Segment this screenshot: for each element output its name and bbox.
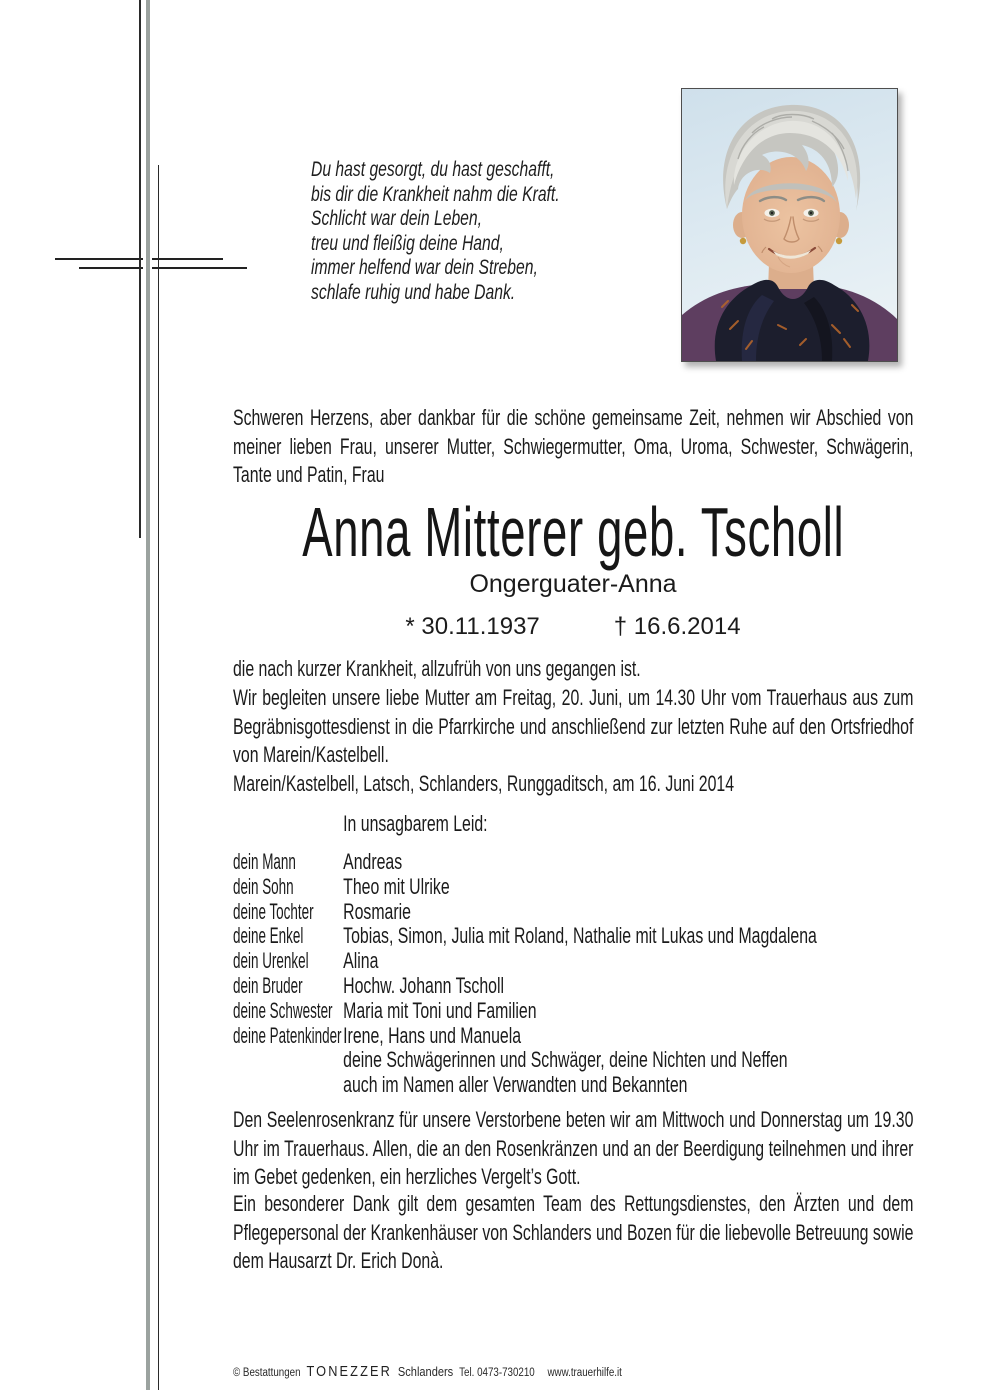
cross-vertical-black-right bbox=[158, 165, 160, 1390]
family-relation: deine Patenkinder bbox=[233, 1022, 342, 1048]
poem-line: Schlicht war dein Leben, bbox=[311, 206, 483, 231]
poem-line: schlafe ruhig und habe Dank. bbox=[311, 279, 516, 304]
family-row bbox=[233, 972, 913, 997]
family-row bbox=[233, 947, 913, 972]
family-names: Alina bbox=[343, 948, 379, 974]
rosary-paragraph: Den Seelenrosenkranz für unsere Verstorbene beten wir am Mittwoch und Donnerstag um 19.30 Uhr im Trauerhaus. Allen, die an den Rosenkränzen und an der Beerdigung teilnehmen und ihrer im Gebet gedenken, ein herzliches Vergelt’s Gott. bbox=[233, 1107, 914, 1189]
undertaker-footer bbox=[233, 1363, 622, 1380]
family-relation: dein Sohn bbox=[233, 873, 294, 899]
thanks-paragraph: Ein besonderer Dank gilt dem gesamten Team des Rettungsdienstes, den Ärzten und dem Pflegepersonal der Krankenhäuser von Schlanders und Bozen für die liebevolle Betreuung sowie dem Hausarzt Dr. Erich Donà. bbox=[233, 1191, 914, 1273]
footer-brand: TONEZZER bbox=[306, 1363, 392, 1380]
cross-vertical-gray-line bbox=[146, 0, 150, 1390]
family-relation: deine Enkel bbox=[233, 923, 304, 949]
portrait-illustration bbox=[682, 89, 897, 361]
cross-vertical-black-left bbox=[139, 0, 141, 538]
family-relation: deine Schwester bbox=[233, 997, 333, 1023]
footer-copyright: © Bestattungen bbox=[233, 1367, 301, 1379]
footer-phone: Tel. 0473-730210 bbox=[459, 1367, 535, 1379]
life-dates bbox=[233, 612, 913, 642]
family-extra-row bbox=[233, 1071, 913, 1096]
family-row bbox=[233, 1022, 913, 1047]
birth-date: * 30.11.1937 bbox=[405, 613, 540, 640]
footer-city: Schlanders bbox=[397, 1364, 454, 1379]
family-names: Rosmarie bbox=[343, 898, 411, 924]
cross-horizontal-lower bbox=[79, 267, 247, 269]
family-extra-line: deine Schwägerinnen und Schwäger, deine Nichten und Neffen bbox=[343, 1047, 788, 1073]
family-row bbox=[233, 898, 913, 923]
deceased-name: Anna Mitterer geb. Tscholl bbox=[302, 493, 845, 571]
death-date: † 16.6.2014 bbox=[613, 613, 741, 640]
family-list bbox=[233, 848, 913, 1096]
family-row bbox=[233, 848, 913, 873]
family-relation: dein Urenkel bbox=[233, 948, 309, 974]
family-relation: deine Tochter bbox=[233, 898, 314, 924]
poem-line: Du hast gesorgt, du hast geschafft, bbox=[311, 157, 555, 181]
family-names: Maria mit Toni und Familien bbox=[343, 997, 537, 1023]
portrait-photo bbox=[681, 88, 898, 362]
family-relation: dein Mann bbox=[233, 849, 296, 874]
family-names: Hochw. Johann Tscholl bbox=[343, 972, 505, 998]
family-relation: dein Bruder bbox=[233, 972, 303, 998]
family-row bbox=[233, 922, 913, 947]
footer-website: www.trauerhilfe.it bbox=[547, 1367, 622, 1379]
family-extra-line: auch im Namen aller Verwandten und Bekannten bbox=[343, 1072, 688, 1098]
family-row bbox=[233, 997, 913, 1022]
mourning-header: In unsagbarem Leid: bbox=[343, 811, 488, 836]
passing-line: die nach kurzer Krankheit, allzufrüh von uns gegangen ist. bbox=[233, 656, 641, 681]
family-names: Theo mit Ulrike bbox=[343, 873, 450, 899]
intro-paragraph: Schweren Herzens, aber dankbar für die schöne gemeinsame Zeit, nehmen wir Abschied von meiner lieben Frau, unserer Mutter, Schwiegermutter, Oma, Uroma, Schwester, Schwägerin, Tante und Patin, Frau bbox=[233, 405, 914, 487]
poem-line: immer helfend war dein Streben, bbox=[311, 255, 538, 280]
family-extra-row bbox=[233, 1046, 913, 1071]
family-names: Irene, Hans und Manuela bbox=[343, 1022, 522, 1048]
memorial-poem bbox=[311, 157, 647, 305]
family-names: Tobias, Simon, Julia mit Roland, Nathalie mit Lukas und Magdalena bbox=[343, 923, 817, 949]
poem-line: bis dir die Krankheit nahm die Kraft. bbox=[311, 181, 560, 206]
family-row bbox=[233, 873, 913, 898]
places-date-line: Marein/Kastelbell, Latsch, Schlanders, Runggaditsch, am 16. Juni 2014 bbox=[233, 771, 735, 796]
deceased-nickname: Ongerguater-Anna bbox=[469, 570, 677, 598]
poem-line: treu und fleißig deine Hand, bbox=[311, 230, 504, 255]
family-names: Andreas bbox=[343, 849, 403, 874]
funeral-paragraph: Wir begleiten unsere liebe Mutter am Freitag, 20. Juni, um 14.30 Uhr vom Trauerhaus aus zum Begräbnisgottesdienst in die Pfarrkirche und anschließend zur letzten Ruhe auf den Ortsfriedhof von Marein/Kastelbell. bbox=[233, 685, 914, 767]
